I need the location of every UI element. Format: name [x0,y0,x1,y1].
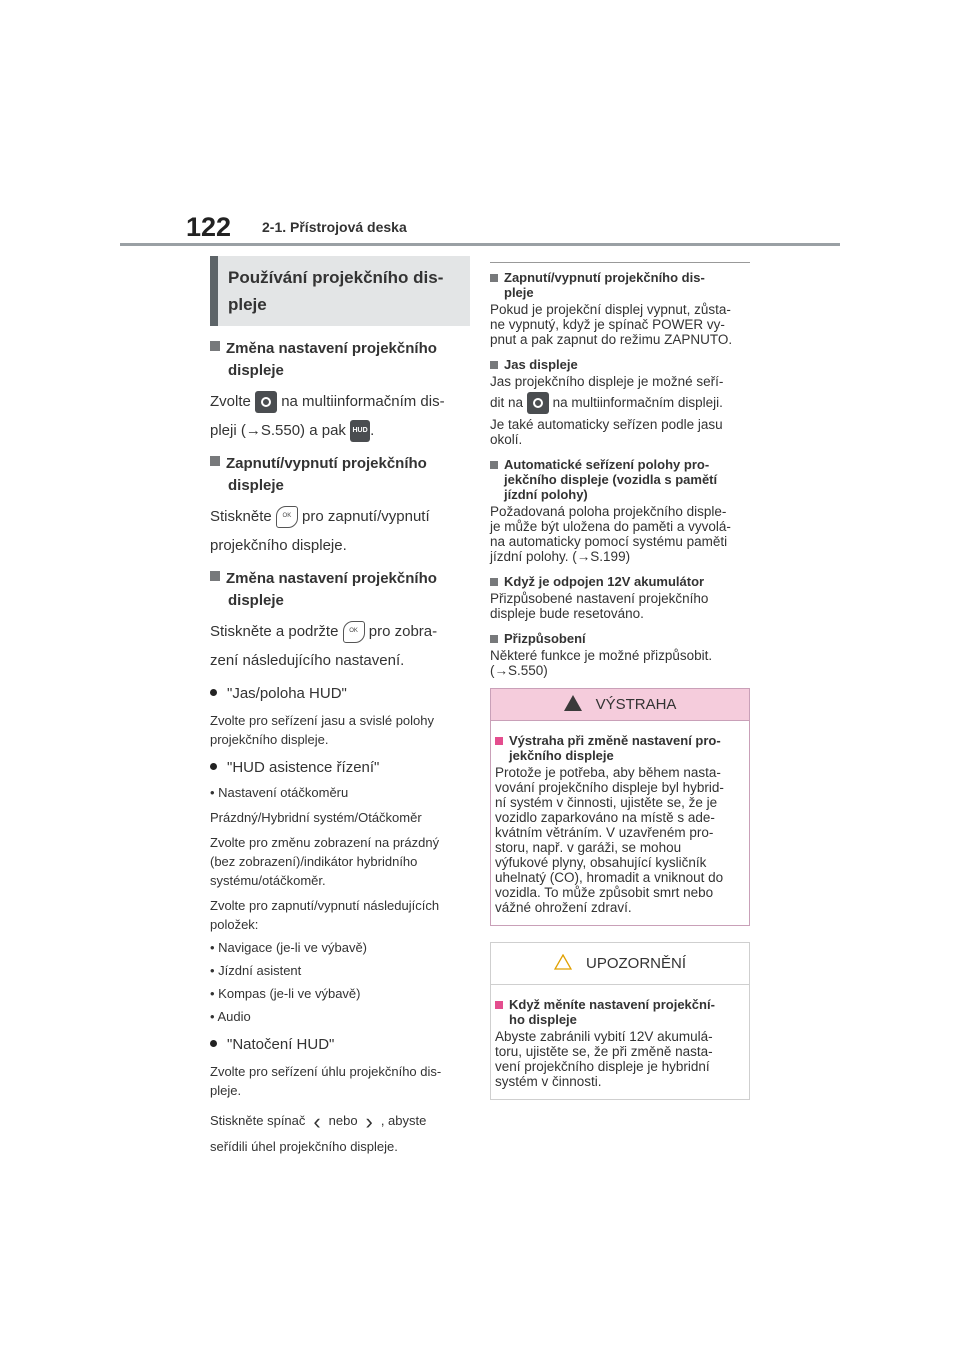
notice-text: Abyste zabránili vybití 12V akumulá- toru, ujistěte se, že při změně nasta- vení projekčního displeje je hybridní systém v činnosti. [495,1029,713,1089]
hud-icon: HUD [350,420,370,442]
page-number: 122 [186,212,232,242]
bullet-brightness-position: "Jas/poloha HUD" [210,683,470,705]
bullet-driving-assist: "HUD asistence řízení" [210,757,470,779]
left-column [210,256,470,1160]
ok-button-icon: OK [343,621,365,643]
desc-brightness-position: Zvolte pro seřízení jasu a svislé polohy projekčního displeje. [210,713,434,747]
notice-body [491,985,749,1099]
dot-bullet-icon [210,1040,217,1047]
paragraph-select-settings: Zvolte na multiinformačním dis- pleji (→S.550) a pak HUD . [210,387,470,445]
square-bullet-icon [210,341,220,351]
right-column [490,262,750,1100]
chapter-title: 2-1. Přístrojová deska [262,219,407,235]
warning-header: VÝSTRAHA [491,689,749,721]
list-item: • Audio [210,1009,251,1024]
heading-brightness: Jas displeje [490,357,750,372]
paragraph-press-ok: Stiskněte OK pro zapnutí/vypnutí projekčního displeje. [210,508,430,554]
square-bullet-icon [490,461,498,469]
column-divider [490,262,750,263]
heading-on-off-info: Zapnutí/vypnutí projekčního dis- pleje [490,270,750,300]
desc-tachometer-options: Prázdný/Hybridní systém/Otáčkoměr [210,810,422,825]
desc-hud-rotation: Zvolte pro seřízení úhlu projekčního dis- pleje. [210,1064,442,1098]
square-bullet-icon [495,737,503,745]
square-bullet-icon [495,1001,503,1009]
warning-text: Protože je potřeba, aby během nasta- vování projekčního displeje byl hybrid- ní systém v činnosti, ujistěte se, že je vozidlo zaparkováno na místě s ade- kvátním větráním. V uzavřeném pro- storu, např. v garáži, se mohou výfukové plyny, obsahující kysličník uhelnatý (CO), hromadit a vniknout do vozidla. To může způsobit smrt nebo vážné ohrožení zdraví. [495,765,724,915]
section-title-line2: pleje [228,295,267,314]
warning-body [491,721,749,925]
heading-on-off: Zapnutí/vypnutí projekčního displeje [210,453,470,497]
square-bullet-icon [490,578,498,586]
warning-subtitle: Výstraha při změně nastavení pro- jekčního displeje [495,733,745,763]
desc-toggle-items: Zvolte pro zapnutí/vypnutí následujících položek: [210,898,440,932]
paragraph-customization: Některé funkce je možné přizpůsobit. (→S.550) [490,648,713,678]
paragraph-auto-position: Požadovaná poloha projekčního disple- je může být uložena do paměti a vyvolá- na automaticky pomocí systému paměti jízdní polohy. (→S.199) [490,504,731,564]
gear-icon [255,391,277,413]
warning-triangle-icon [564,695,582,711]
desc-tachometer-change: Zvolte pro změnu zobrazení na prázdný (bez zobrazení)/indikátor hybridního systému/otáčkoměr. [210,835,440,888]
dot-bullet-icon [210,689,217,696]
header-divider [120,243,840,246]
square-bullet-icon [210,456,220,466]
bullet-hud-rotation: "Natočení HUD" [210,1034,470,1056]
caution-triangle-icon [554,954,572,970]
warning-box [490,688,750,926]
chevron-right-icon: › [365,1108,373,1134]
heading-battery-disconnected: Když je odpojen 12V akumulátor [490,574,750,589]
notice-header: UPOZORNĚNÍ [491,943,749,985]
paragraph-press-switch: Stiskněte spínač ‹ nebo › , abyste seřídili úhel projekčního displeje. [210,1108,427,1154]
square-bullet-icon [210,571,220,581]
paragraph-battery-disconnected: Přizpůsobené nastavení projekčního displeje bude resetováno. [490,591,709,621]
heading-change-settings-2: Změna nastavení projekčního displeje [210,568,470,612]
paragraph-on-off-info: Pokud je projekční displej vypnut, zůsta- ne vypnutý, když je spínač POWER vy- pnut a pak zapnut do režimu ZAPNUTO. [490,302,733,347]
square-bullet-icon [490,361,498,369]
list-item: • Kompas (je-li ve výbavě) [210,986,361,1001]
chevron-left-icon: ‹ [313,1108,321,1134]
gear-icon [527,392,549,414]
paragraph-press-hold-ok: Stiskněte a podržte OK pro zobra- zení následujícího nastavení. [210,623,438,669]
notice-subtitle: Když měníte nastavení projekční- ho displeje [495,997,745,1027]
dot-bullet-icon [210,763,217,770]
heading-auto-position: Automatické seřízení polohy pro- jekčního displeje (vozidla s pamětí jízdní polohy) [490,457,750,502]
ok-button-icon: OK [276,506,298,528]
section-title-box [210,256,470,326]
list-item: • Navigace (je-li ve výbavě) [210,940,367,955]
heading-customization: Přizpůsobení [490,631,750,646]
square-bullet-icon [490,635,498,643]
list-item: • Jízdní asistent [210,963,302,978]
paragraph-brightness: Jas projekčního displeje je možné seří- dit na na multiinformačním displeji. Je také automaticky seřízen podle jasu okolí. [490,374,724,447]
sub-tachometer-setting: • Nastavení otáčkoměru [210,785,349,800]
square-bullet-icon [490,274,498,282]
heading-change-settings: Změna nastavení projekčního displeje [210,338,470,382]
notice-box [490,942,750,1100]
section-title-line1: Používání projekčního dis- [228,268,444,287]
